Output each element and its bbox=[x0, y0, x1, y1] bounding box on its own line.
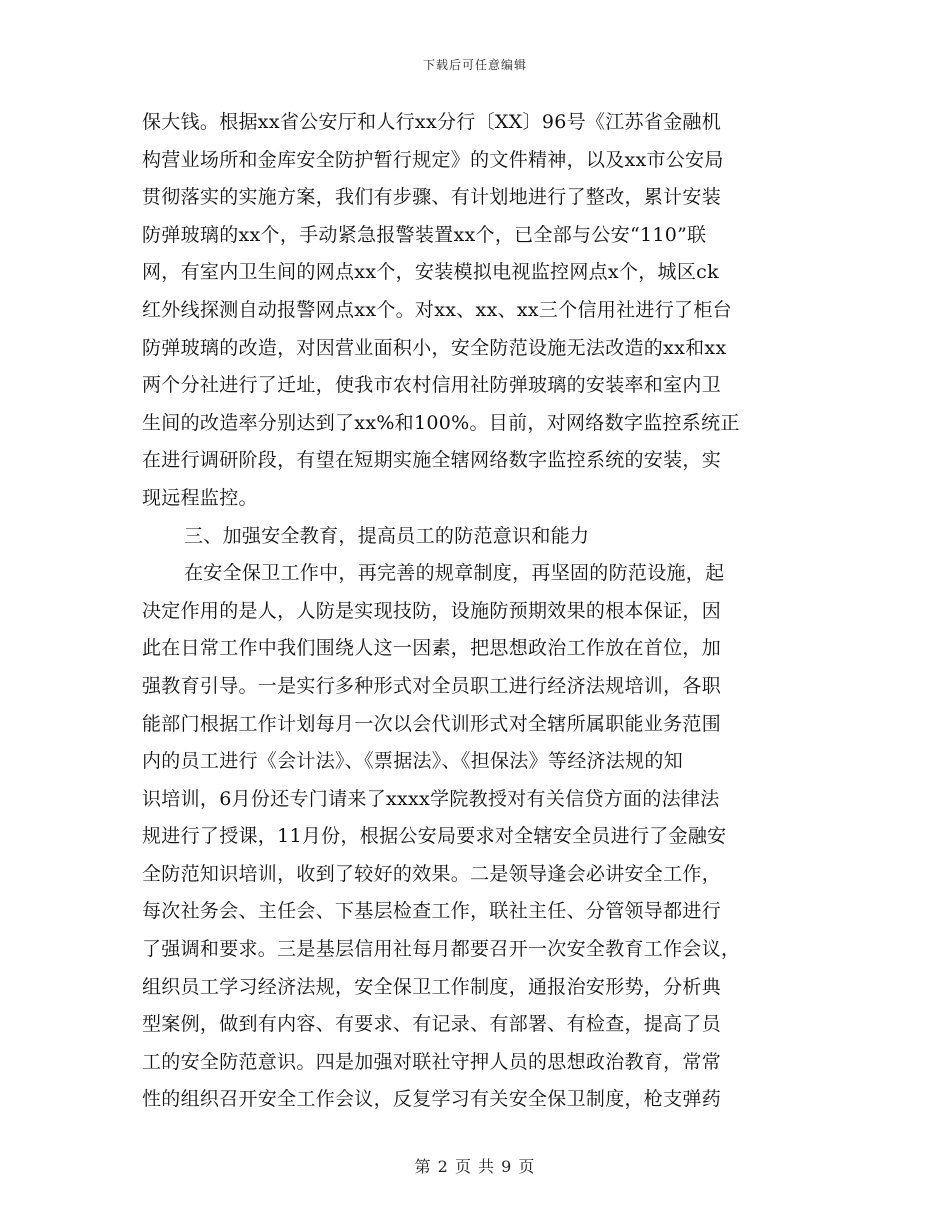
text-line: 能部门根据工作计划每月一次以会代训形式对全辖所属职能业务范围 bbox=[142, 712, 722, 735]
text-line: 全防范知识培训，收到了较好的效果。二是领导逢会必讲安全工作， bbox=[142, 862, 722, 885]
text-line: 两个分社进行了迁址，使我市农村信用社防弹玻璃的安装率和室内卫 bbox=[142, 374, 722, 397]
text-line: 构营业场所和金库安全防护暂行规定》的文件精神，以及xx市公安局 bbox=[142, 148, 724, 171]
document-body bbox=[142, 104, 812, 1119]
text-line: 防弹玻璃的改造，对因营业面积小，安全防范设施无法改造的xx和xx bbox=[142, 336, 727, 359]
text-line: 性的组织召开安全工作会议，反复学习有关安全保卫制度，枪支弹药 bbox=[142, 1088, 722, 1111]
text-line: 内的员工进行《会计法》、《票据法》、《担保法》等经济法规的知 bbox=[142, 750, 684, 773]
text-line: 决定作用的是人，人防是实现技防，设施防预期效果的根本保证，因 bbox=[142, 599, 722, 622]
page-number: 第 2 页 共 9 页 bbox=[414, 1157, 536, 1176]
text-line: 现远程监控。 bbox=[142, 486, 258, 509]
text-line: 了强调和要求。三是基层信用社每月都要召开一次安全教育工作会议， bbox=[142, 938, 741, 961]
section-heading: 三、加强安全教育，提高员工的防范意识和能力 bbox=[184, 524, 590, 547]
text-line: 贯彻落实的实施方案，我们有步骤、有计划地进行了整改，累计安装 bbox=[142, 186, 722, 209]
text-line: 规进行了授课，11月份，根据公安局要求对全辖安全员进行了金融安 bbox=[142, 825, 727, 848]
text-line: 型案例，做到有内容、有要求、有记录、有部署、有检查，提高了员 bbox=[142, 1013, 722, 1036]
paragraph-first-line: 在安全保卫工作中，再完善的规章制度，再坚固的防范设施，起 bbox=[184, 562, 725, 585]
text-line: 此在日常工作中我们围绕人这一因素，把思想政治工作放在首位，加 bbox=[142, 637, 722, 660]
text-line: 保大钱。根据xx省公安厅和人行xx分行〔XX〕96号《江苏省金融机 bbox=[142, 111, 721, 133]
text-line: 在进行调研阶段，有望在短期实施全辖网络数字监控系统的安装，实 bbox=[142, 449, 722, 472]
text-line: 强教育引导。一是实行多种形式对全员职工进行经济法规培训，各职 bbox=[142, 674, 722, 697]
text-line: 组织员工学习经济法规，安全保卫工作制度，通报治安形势，分析典 bbox=[142, 975, 722, 998]
text-line: 每次社务会、主任会、下基层检查工作，联社主任、分管领导都进行 bbox=[142, 900, 722, 923]
page-header-note: 下载后可任意编辑 bbox=[422, 58, 527, 72]
text-line: 网，有室内卫生间的网点xx个，安装模拟电视监控网点x个，城区ck bbox=[142, 261, 719, 284]
text-line: 识培训，6月份还专门请来了xxxx学院教授对有关信贷方面的法律法 bbox=[142, 787, 720, 810]
text-line: 生间的改造率分别达到了xx%和100%。目前，对网络数字监控系统正 bbox=[142, 411, 740, 434]
text-line: 防弹玻璃的xx个，手动紧急报警装置xx个，已全部与公安“110”联 bbox=[142, 223, 707, 246]
text-line: 工的安全防范意识。四是加强对联社守押人员的思想政治教育，常常 bbox=[142, 1050, 722, 1073]
text-line: 红外线探测自动报警网点xx个。对xx、xx、xx三个信用社进行了柜台 bbox=[142, 298, 732, 321]
